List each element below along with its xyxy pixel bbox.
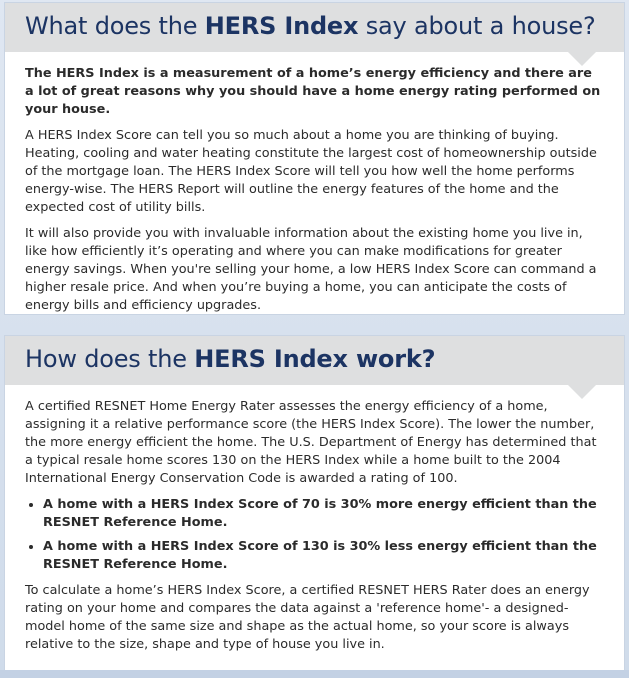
- section-title: [25, 12, 596, 40]
- bullet-item: • A home with a HERS Index Score of 130 is 30% less energy efficient than the RESNET Reference Home.: [43, 538, 604, 574]
- lead-paragraph: The HERS Index is a measurement of a home’s energy efficiency and there are a lot of great reasons why you should have a home energy rating performed on your house.: [25, 66, 601, 117]
- section-header: [5, 336, 624, 385]
- title-text: say about a house?: [358, 12, 596, 40]
- bottom-stripe: [0, 670, 629, 678]
- bullet-item: • A home with a HERS Index Score of 70 is 30% more energy efficient than the RESNET Reference Home.: [43, 496, 604, 532]
- section-what-hers-says: [5, 3, 624, 314]
- closing-paragraph: To calculate a home’s HERS Index Score, a certified RESNET HERS Rater does an energy rating on your home and compares the data against a 'reference home'- a designed-model home of the same size and shape as the actual home, so your score is always relative to the size, shape and type of house you live in.: [25, 583, 590, 652]
- bullet-list: [25, 496, 604, 574]
- title-text: What does the: [25, 12, 205, 40]
- body-paragraph: A HERS Index Score can tell you so much about a home you are thinking of buying. Heating, cooling and water heating constitute the largest cost of homeownership outside of the mortgage loan. The HERS Index Score will tell you how well the home performs energy-wise. The HERS Report will outline the energy features of the home and the expected cost of utility bills.: [25, 128, 597, 215]
- title-text: How does the: [25, 345, 195, 373]
- title-emphasis: HERS Index: [204, 12, 359, 40]
- section-body: [5, 52, 624, 315]
- section-header: [5, 3, 624, 52]
- body-paragraph: It will also provide you with invaluable information about the existing home you live in, like how efficiently it’s operating and where you can make modifications for greater energy savings. When you're selling your home, a low HERS Index Score can command a higher resale price. And when you’re buying a home, you can anticipate the costs of energy bills and efficiency upgrades.: [25, 226, 597, 313]
- intro-paragraph: A certified RESNET Home Energy Rater assesses the energy efficiency of a home, assigning it a relative performance score (the HERS Index Score). The lower the number, the more energy efficient the home. The U.S. Department of Energy has determined that a typical resale home scores 130 on the HERS Index while a home built to the 2004 International Energy Conservation Code is awarded a rating of 100.: [25, 399, 597, 486]
- title-emphasis: HERS Index work?: [194, 345, 436, 373]
- section-how-hers-works: [5, 336, 624, 670]
- section-body: [5, 385, 624, 654]
- section-title: [25, 345, 435, 373]
